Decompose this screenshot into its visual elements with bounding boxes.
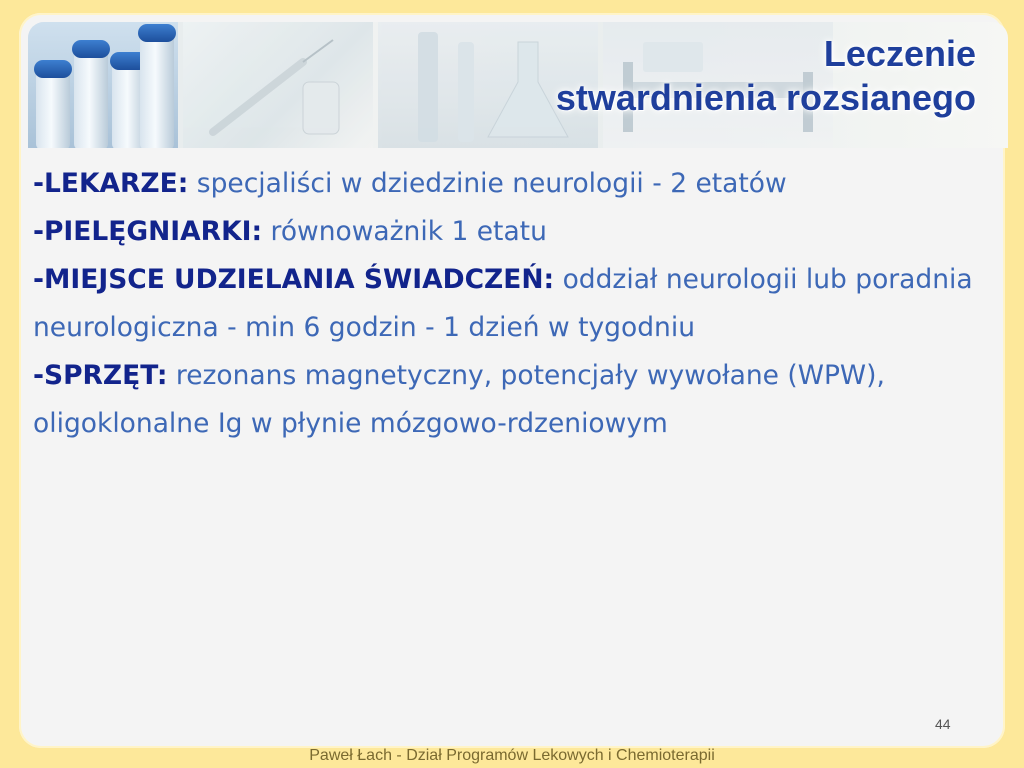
title-line-1: Leczenie bbox=[823, 33, 976, 74]
item-label: -SPRZĘT: bbox=[33, 360, 168, 391]
list-item bbox=[33, 256, 993, 352]
syringe-image bbox=[183, 22, 373, 148]
slide-body bbox=[33, 160, 993, 448]
slide-title bbox=[556, 32, 976, 120]
item-text: rezonans magnetyczny, potencjały wywołane (WPW), oligoklonalne Ig w płynie mózgowo-rdzeniowym bbox=[33, 360, 885, 439]
item-label: -PIELĘGNIARKI: bbox=[33, 216, 263, 247]
list-item bbox=[33, 352, 993, 448]
list-item bbox=[33, 160, 993, 208]
item-label: -MIEJSCE UDZIELANIA ŚWIADCZEŃ: bbox=[33, 264, 555, 295]
footer-text: Paweł Łach - Dział Programów Lekowych i Chemioterapii bbox=[309, 747, 715, 764]
page-number: 44 bbox=[935, 716, 951, 732]
item-text: specjaliści w dziedzinie neurologii - 2 etatów bbox=[188, 168, 787, 199]
item-label: -LEKARZE: bbox=[33, 168, 189, 199]
item-text: oddział neurologii lub poradnia neurologiczna - min 6 godzin - 1 dzień w tygodniu bbox=[33, 264, 973, 343]
syringe-icon bbox=[183, 22, 373, 148]
item-text: równoważnik 1 etatu bbox=[262, 216, 547, 247]
title-line-2: stwardnienia rozsianego bbox=[555, 77, 976, 118]
vials-image bbox=[28, 22, 178, 148]
list-item bbox=[33, 208, 993, 256]
